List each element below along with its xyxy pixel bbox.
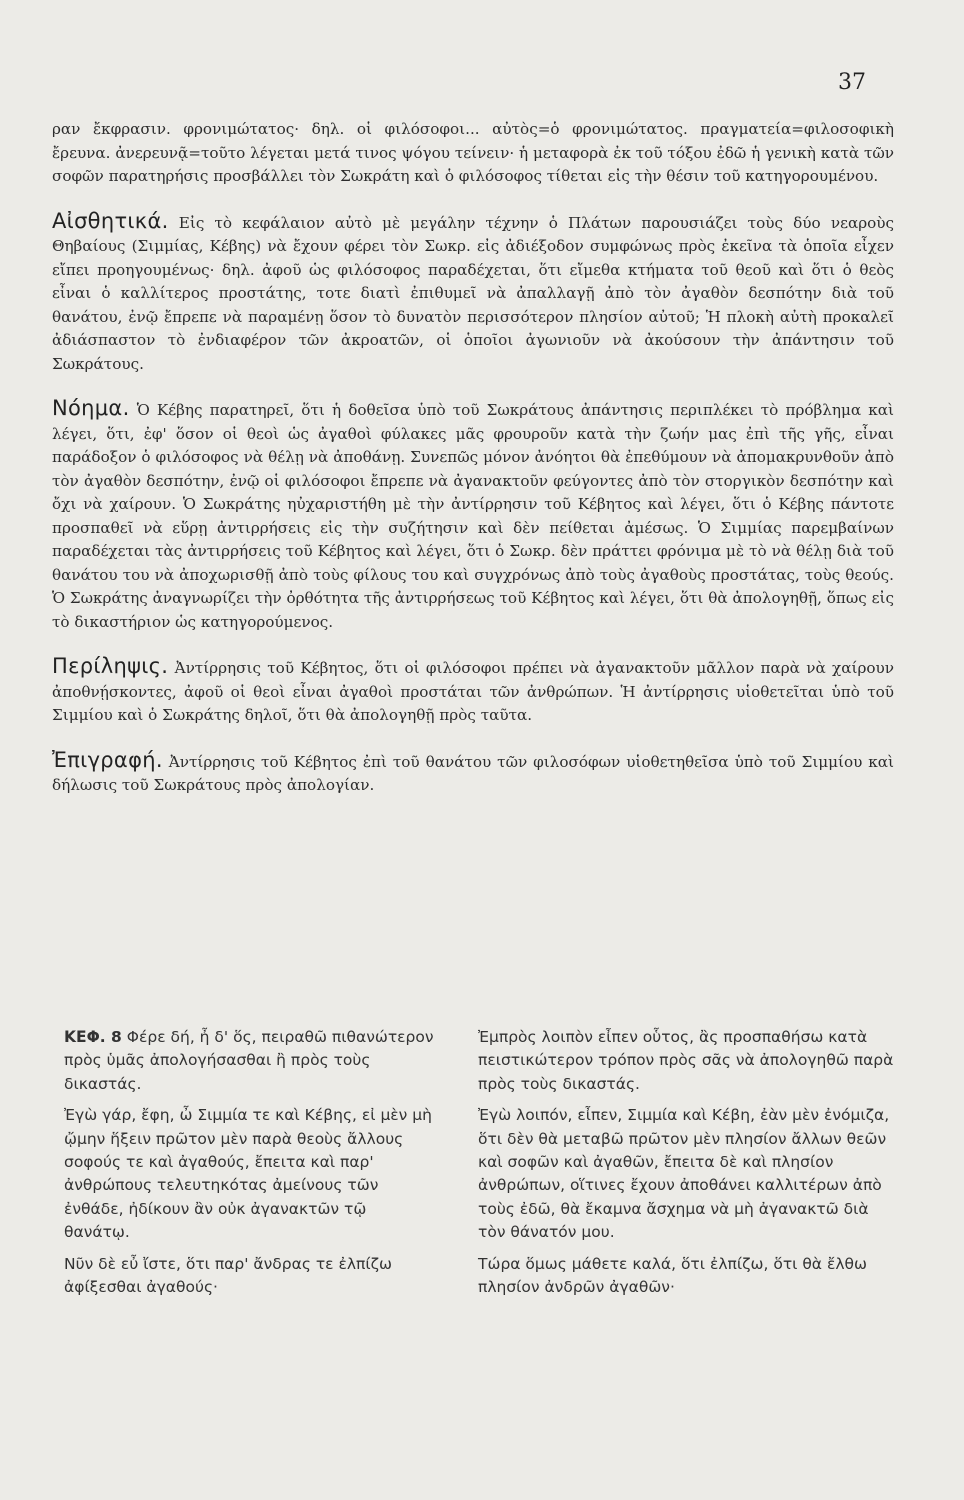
translation-paragraph-2: Ἐγὼ λοιπόν, εἶπεν, Σιμμία καὶ Κέβη, ἐὰν μὲν ἐνόμιζα, ὅτι δὲν θὰ μεταβῶ πρῶτον μὲν πλησίον ἄλλων θεῶν καὶ σοφῶν καὶ ἀγαθῶν, ἔπειτα δὲ καὶ πλησίον ἀνθρώπων, οἵτινες ἔχουν ἀποθάνει καλλιτέρων ἀπὸ τοὺς ἐδῶ, θὰ ἔκαμνα ἄσχημα νὰ μὴ ἀγανακτῶ διὰ τὸν θάνατόν μου. xyxy=(478,1106,890,1242)
greek-paragraph-1 xyxy=(64,1026,436,1096)
text-columns xyxy=(64,1026,894,1299)
aisthetika-heading: Αἰσθητικά. xyxy=(52,208,169,233)
perilepsis-heading: Περίληψις. xyxy=(52,654,169,678)
perilepsis-section xyxy=(52,655,894,728)
epigraphe-heading: Ἐπιγραφή. xyxy=(52,747,163,772)
epigraphe-text: Ἀντίρρησις τοῦ Κέβητος ἐπὶ τοῦ θανάτου τῶν φιλοσόφων υἱοθετηθεῖσα ὑπὸ τοῦ Σιμμίου καὶ δήλωσις τοῦ Σωκράτους πρὸς ἀπολογίαν. xyxy=(52,752,894,794)
translation-column xyxy=(478,1026,894,1299)
translation-paragraph-3: Τώρα ὅμως μάθετε καλά, ὅτι ἐλπίζω, ὅτι θὰ ἔλθω πλησίον ἀνδρῶν ἀγαθῶν· xyxy=(478,1254,867,1297)
commentary-notes xyxy=(52,118,894,798)
greek-paragraph-2: Ἐγὼ γάρ, ἔφη, ὦ Σιμμία τε καὶ Κέβης, εἰ μὲν μὴ ᾤμην ἥξειν πρῶτον μὲν παρὰ θεοὺς ἄλλους σοφούς τε καὶ ἀγαθούς, ἔπειτα καὶ παρ' ἀνθρώπους τελευτηκότας ἀμείνους τῶν ἐνθάδε, ἠδίκουν ἂν οὐκ ἀγανακτῶν τῷ θανάτῳ. xyxy=(64,1106,432,1242)
epigraphe-section xyxy=(52,749,894,798)
chapter-label: ΚΕΦ. 8 xyxy=(64,1028,122,1046)
perilepsis-text: Ἀντίρρησις τοῦ Κέβητος, ὅτι οἱ φιλόσοφοι πρέπει νὰ ἀγανακτοῦν μᾶλλον παρὰ νὰ χαίρουν ἀποθνῄσκοντες, ἀφοῦ οἱ θεοὶ εἶναι ἀγαθοὶ προστάται τῶν ἀνθρώπων. Ἡ ἀντίρρησις υἱοθετεῖται ὑπὸ τοῦ Σιμμίου καὶ ὁ Σωκράτης δηλοῖ, ὅτι θὰ ἀπολογηθῇ πρὸς ταῦτα. xyxy=(52,659,895,724)
aisthetika-text: Εἰς τὸ κεφάλαιον αὐτὸ μὲ μεγάλην τέχνην ὁ Πλάτων παρουσιάζει τοὺς δύο νεαροὺς Θηβαίους (Σιμμίας, Κέβης) νὰ ἔχουν φέρει τὸν Σωκρ. εἰς ἀδιέξοδον συμφώνως πρὸς ἐκεῖνα τὰ ὁποῖα εἶχεν εἴπει προηγουμένως· δηλ. ἀφοῦ ὡς φιλόσοφος παραδέχεται, ὅτι εἴμεθα κτήματα τοῦ θεοῦ καὶ ὅτι ὁ θεὸς εἶναι ὁ καλλίτερος προστάτης, τοτε διατὶ ἐπιθυμεῖ νὰ ἀπαλλαγῇ ἀπὸ τὸν ἀγαθὸν δεσπότην διὰ τοῦ θανάτου, ἐνῷ ἔπρεπε νὰ παραμένῃ ὅσον τὸ δυνατὸν περισσότερον πλησίον αὐτοῦ; Ἡ πλοκὴ αὐτὴ προκαλεῖ ἀδιάσπαστον τὸ ἐνδιαφέρον τῶν ἀκροατῶν, οἱ ὁποῖοι ἀγωνιοῦν νὰ ἀκούσουν τὴν ἀπάντησιν τοῦ Σωκράτους. xyxy=(52,213,895,373)
noema-text: Ὁ Κέβης παρατηρεῖ, ὅτι ἡ δοθεῖσα ὑπὸ τοῦ Σωκράτους ἀπάντησις περιπλέκει τὸ πρόβλημα καὶ λέγει, ὅτι, ἐφ' ὅσον οἱ θεοὶ ὡς ἀγαθοὶ φύλακες μᾶς φρουροῦν κατὰ τὴν ζωήν μας ἐπὶ τῆς γῆς, εἶναι παράδοξον ὁ φιλόσοφος νὰ θέλῃ νὰ ἀποθάνῃ. Συνεπῶς μόνον ἀνόητοι θὰ ἐπεθύμουν νὰ ἀπομακρυνθοῦν ἀπὸ τὸν ἀγαθὸν δεσπότην, ἐνῷ οἱ φιλόσοφοι ἔπρεπε νὰ ἀγανακτοῦν φεύγοντες ἀπὸ τὸν στοργικὸν δεσπότην καὶ ὄχι νὰ χαίρουν. Ὁ Σωκράτης ηὐχαριστήθη μὲ τὴν ἀντίρρησιν τοῦ Κέβητος καὶ λέγει, ὅτι ὁ Κέβης πάντοτε προσπαθεῖ νὰ εὕρῃ ἀντιρρήσεις εἰς τὴν συζήτησιν καὶ δὲν πείθεται ἀμέσως. Ὁ Σιμμίας παρεμβαίνων παραδέχεται τὰς ἀντιρρήσεις τοῦ Κέβητος καὶ λέγει, ὅτι ὁ Σωκρ. δὲν πράττει φρόνιμα μὲ τὸ νὰ θέλῃ διὰ τοῦ θανάτου του νὰ ἀποχωρισθῇ ἀπὸ τοὺς φίλους του καὶ συγχρόνως ἀπὸ τοὺς ἀγαθοὺς προστάτας, τοὺς θεούς. Ὁ Σωκράτης ἀναγνωρίζει τὴν ὀρθότητα τῆς ἀντιρρήσεως τοῦ Κέβητος καὶ λέγει, ὅτι θὰ ἀπολογηθῇ, ὅπως εἰς τὸ δικαστήριον ὡς κατηγορούμενος. xyxy=(52,401,895,631)
intro-paragraph xyxy=(52,118,894,189)
greek-text-1: Φέρε δή, ἦ δ' ὅς, πειραθῶ πιθανώτερον πρὸς ὑμᾶς ἀπολογήσασθαι ἢ πρὸς τοὺς δικαστάς. xyxy=(64,1028,434,1093)
ancient-greek-column xyxy=(64,1026,436,1299)
intro-text: ραν ἔκφρασιν. φρονιμώτατος· δηλ. οἱ φιλόσοφοι... αὐτὸς=ὁ φρονιμώτατος. πραγματεία=φιλοσοφικὴ ἔρευνα. ἀνερευνᾷ=τοῦτο λέγεται μετά τινος ψόγου τείνειν· ἡ μεταφορὰ ἐκ τοῦ τόξου ἐδῶ ἡ γενικὴ κατὰ τῶν σοφῶν παρατηρήσις προσβάλλει τὸν Σωκράτη καὶ ὁ φιλόσοφος τίθεται εἰς τὴν θέσιν τοῦ κατηγορουμένου. xyxy=(52,120,894,185)
noema-heading: Νόημα. xyxy=(52,396,130,420)
noema-section xyxy=(52,397,894,634)
translation-paragraph-1: Ἐμπρὸς λοιπὸν εἶπεν οὗτος, ἂς προσπαθήσω κατὰ πειστικώτερον τρόπον πρὸς σᾶς νὰ ἀπολογηθῶ παρὰ πρὸς τοὺς δικαστάς. xyxy=(478,1028,894,1093)
aisthetika-section xyxy=(52,210,894,377)
page-number: 37 xyxy=(838,70,866,95)
greek-paragraph-3: Νῦν δὲ εὖ ἴστε, ὅτι παρ' ἄνδρας τε ἐλπίζω ἀφίξεσθαι ἀγαθούς· xyxy=(64,1254,393,1297)
